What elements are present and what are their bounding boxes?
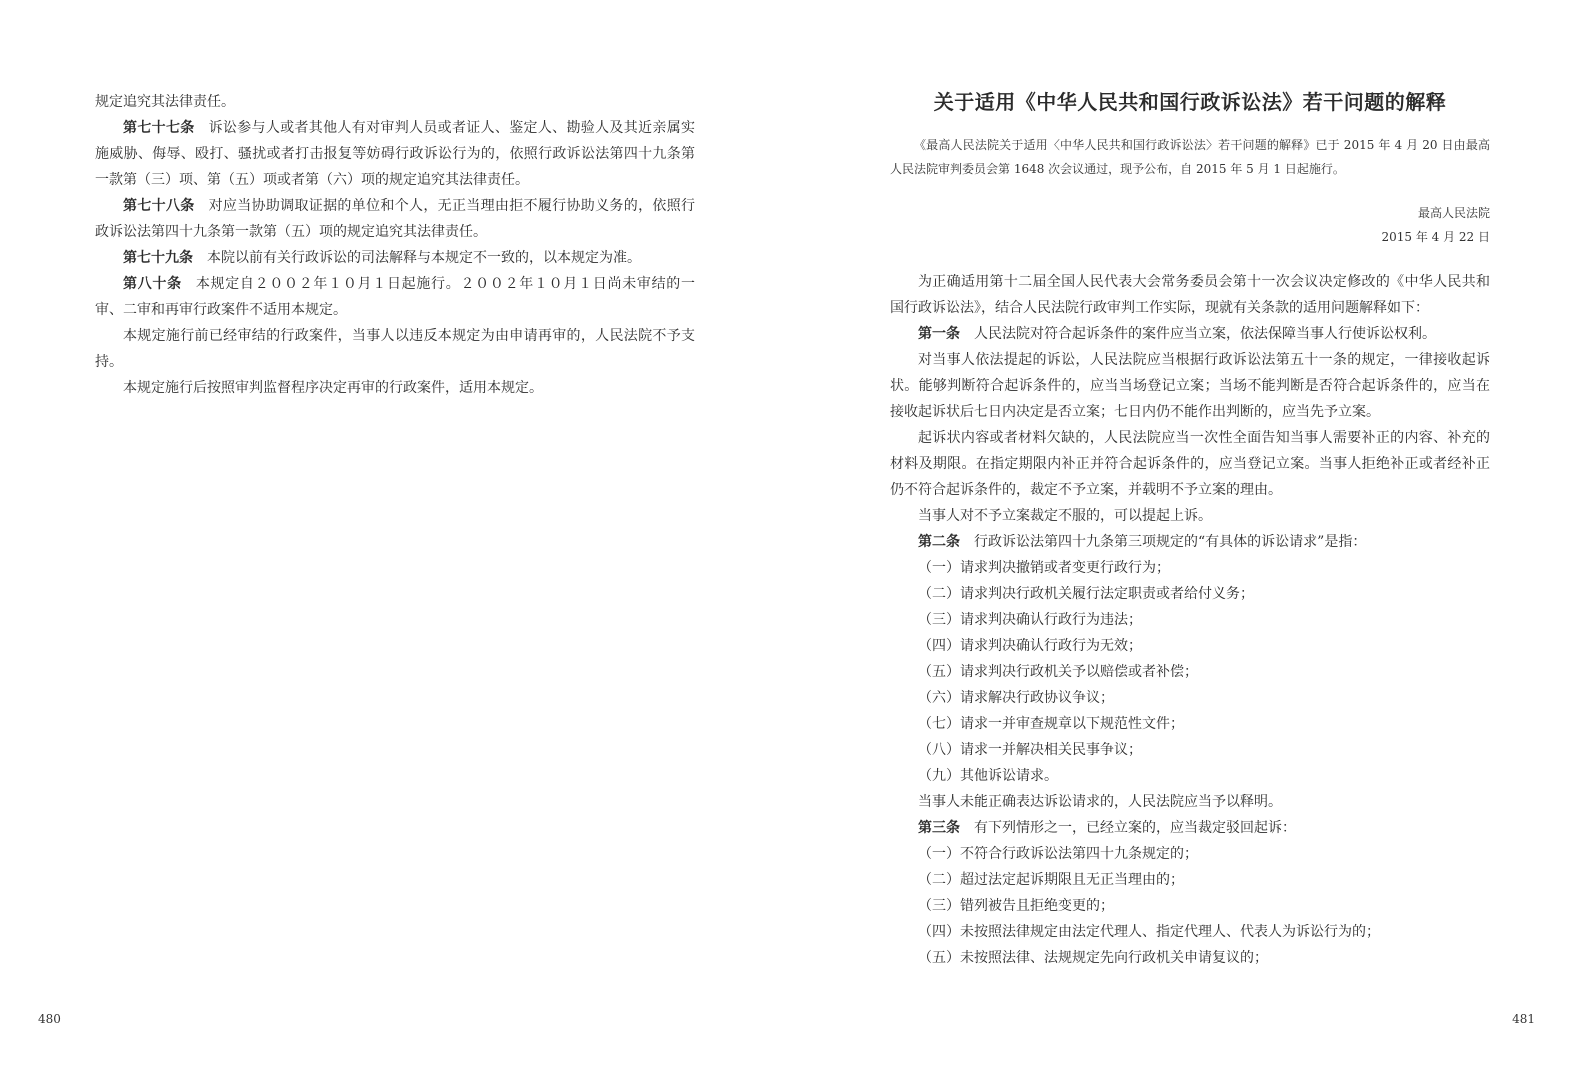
- article-number: 第三条: [918, 820, 960, 836]
- article-number: 第七十八条: [123, 198, 195, 214]
- paragraph: [890, 269, 1490, 321]
- paragraph-text: （五）未按照法律、法规规定先向行政机关申请复议的；: [918, 950, 1268, 966]
- paragraph: [890, 503, 1490, 529]
- article-text: 诉讼参与人或者其他人有对审判人员或者证人、鉴定人、勘验人及其近亲属实施威胁、侮辱、殴打、骚扰或者打击报复等妨碍行政诉讼行为的，依照行政诉讼法第四十九条第一款第（三）项、第（五）项或者第（六）项的规定追究其法律责任。: [95, 120, 696, 188]
- paragraph-text: 行政诉讼法第四十九条第三项规定的“有具体的诉讼请求”是指：: [974, 534, 1367, 550]
- paragraph: [890, 633, 1490, 659]
- paragraph: [890, 737, 1490, 763]
- article-number: 第一条: [918, 326, 960, 342]
- paragraph-text: （八）请求一并解决相关民事争议；: [918, 742, 1142, 758]
- paragraph-article: [890, 815, 1490, 841]
- article-number: 第七十七条: [123, 120, 195, 136]
- paragraph-text: 当事人未能正确表达诉讼请求的，人民法院应当予以释明。: [918, 794, 1282, 810]
- paragraph-text: （四）未按照法律规定由法定代理人、指定代理人、代表人为诉讼行为的；: [918, 924, 1380, 940]
- paragraph-text: （二）请求判决行政机关履行法定职责或者给付义务；: [918, 586, 1254, 602]
- paragraph: [890, 789, 1490, 815]
- paragraph-text: 对当事人依法提起的诉讼，人民法院应当根据行政诉讼法第五十一条的规定，一律接收起诉状。能够判断符合起诉条件的，应当当场登记立案；当场不能判断是否符合起诉条件的，应当在接收起诉状后七日内决定是否立案；七日内仍不能作出判断的，应当先予立案。: [890, 352, 1490, 420]
- paragraph: [890, 607, 1490, 633]
- paragraph-text: （七）请求一并审查规章以下规范性文件；: [918, 716, 1184, 732]
- paragraph: [890, 763, 1490, 789]
- paragraph-text: （六）请求解决行政协议争议；: [918, 690, 1114, 706]
- paragraph-text: （一）请求判决撤销或者变更行政行为；: [918, 560, 1170, 576]
- article-number: 第二条: [918, 534, 960, 550]
- paragraph-text: （三）错列被告且拒绝变更的；: [918, 898, 1114, 914]
- paragraph: [890, 841, 1490, 867]
- paragraph-text: （三）请求判决确认行政行为违法；: [918, 612, 1142, 628]
- paragraph: [890, 945, 1490, 971]
- paragraph-text: （五）请求判决行政机关予以赔偿或者补偿；: [918, 664, 1198, 680]
- paragraph: 规定追究其法律责任。: [95, 94, 235, 110]
- paragraph-article-78: [95, 193, 695, 245]
- paragraph-text: （一）不符合行政诉讼法第四十九条规定的；: [918, 846, 1198, 862]
- article-text: 本院以前有关行政诉讼的司法解释与本规定不一致的，以本规定为准。: [207, 250, 641, 266]
- promulgation-note: 《最高人民法院关于适用〈中华人民共和国行政诉讼法〉若干问题的解释》已于 2015 年 4 月 20 日由最高人民法院审判委员会第 1648 次会议通过，现予公布，自 2015 年 5 月 1 日起施行。: [890, 138, 1490, 176]
- right-page: [793, 0, 1587, 1077]
- article-text: 对应当协助调取证据的单位和个人，无正当理由拒不履行协助义务的，依照行政诉讼法第四十九条第一款第（五）项的规定追究其法律责任。: [95, 198, 696, 240]
- paragraph-text: 有下列情形之一，已经立案的，应当裁定驳回起诉：: [974, 820, 1296, 836]
- paragraph: [890, 685, 1490, 711]
- paragraph: [890, 555, 1490, 581]
- paragraph-text: 当事人对不予立案裁定不服的，可以提起上诉。: [918, 508, 1212, 524]
- paragraph-text: 人民法院对符合起诉条件的案件应当立案，依法保障当事人行使诉讼权利。: [974, 326, 1436, 342]
- page-number-right: 481: [1512, 1012, 1535, 1026]
- page-number-left: 480: [38, 1012, 61, 1026]
- paragraph: [890, 659, 1490, 685]
- article-number: 第七十九条: [123, 250, 193, 266]
- paragraph-text: （四）请求判决确认行政行为无效；: [918, 638, 1142, 654]
- issue-date: 2015 年 4 月 22 日: [1381, 230, 1490, 244]
- paragraph-article: [890, 529, 1490, 555]
- paragraph: [890, 711, 1490, 737]
- article-number: 第八十条: [123, 276, 182, 292]
- paragraph-text: 起诉状内容或者材料欠缺的，人民法院应当一次性全面告知当事人需要补正的内容、补充的材料及期限。在指定期限内补正并符合起诉条件的，应当登记立案。当事人拒绝补正或者经补正仍不符合起诉条件的，裁定不予立案，并载明不予立案的理由。: [890, 430, 1490, 498]
- paragraph-article-77: [95, 115, 695, 193]
- left-page-body: [95, 89, 695, 401]
- left-page: [0, 0, 793, 1077]
- right-page-paragraphs: [890, 269, 1490, 971]
- paragraph: [890, 425, 1490, 503]
- paragraph: 本规定施行后按照审判监督程序决定再审的行政案件，适用本规定。: [123, 380, 543, 396]
- paragraph-text: （九）其他诉讼请求。: [918, 768, 1058, 784]
- paragraph-article: [890, 321, 1490, 347]
- paragraph: [890, 919, 1490, 945]
- paragraph: 本规定施行前已经审结的行政案件，当事人以违反本规定为由申请再审的，人民法院不予支持。: [95, 328, 695, 370]
- paragraph-text: （二）超过法定起诉期限且无正当理由的；: [918, 872, 1184, 888]
- paragraph-text: 为正确适用第十二届全国人民代表大会常务委员会第十一次会议决定修改的《中华人民共和国行政诉讼法》，结合人民法院行政审判工作实际，现就有关条款的适用问题解释如下：: [890, 274, 1490, 316]
- paragraph: [890, 581, 1490, 607]
- paragraph: [890, 867, 1490, 893]
- right-page-body: [890, 87, 1490, 971]
- issuer: 最高人民法院: [1417, 206, 1490, 220]
- paragraph-article-79: [95, 245, 695, 271]
- paragraph-article-80: [95, 271, 695, 323]
- paragraph: [890, 893, 1490, 919]
- paragraph: [890, 347, 1490, 425]
- article-text: 本规定自２００２年１０月１日起施行。２００２年１０月１日尚未审结的一审、二审和再审行政案件不适用本规定。: [95, 276, 695, 318]
- document-title: 关于适用《中华人民共和国行政诉讼法》若干问题的解释: [933, 90, 1447, 114]
